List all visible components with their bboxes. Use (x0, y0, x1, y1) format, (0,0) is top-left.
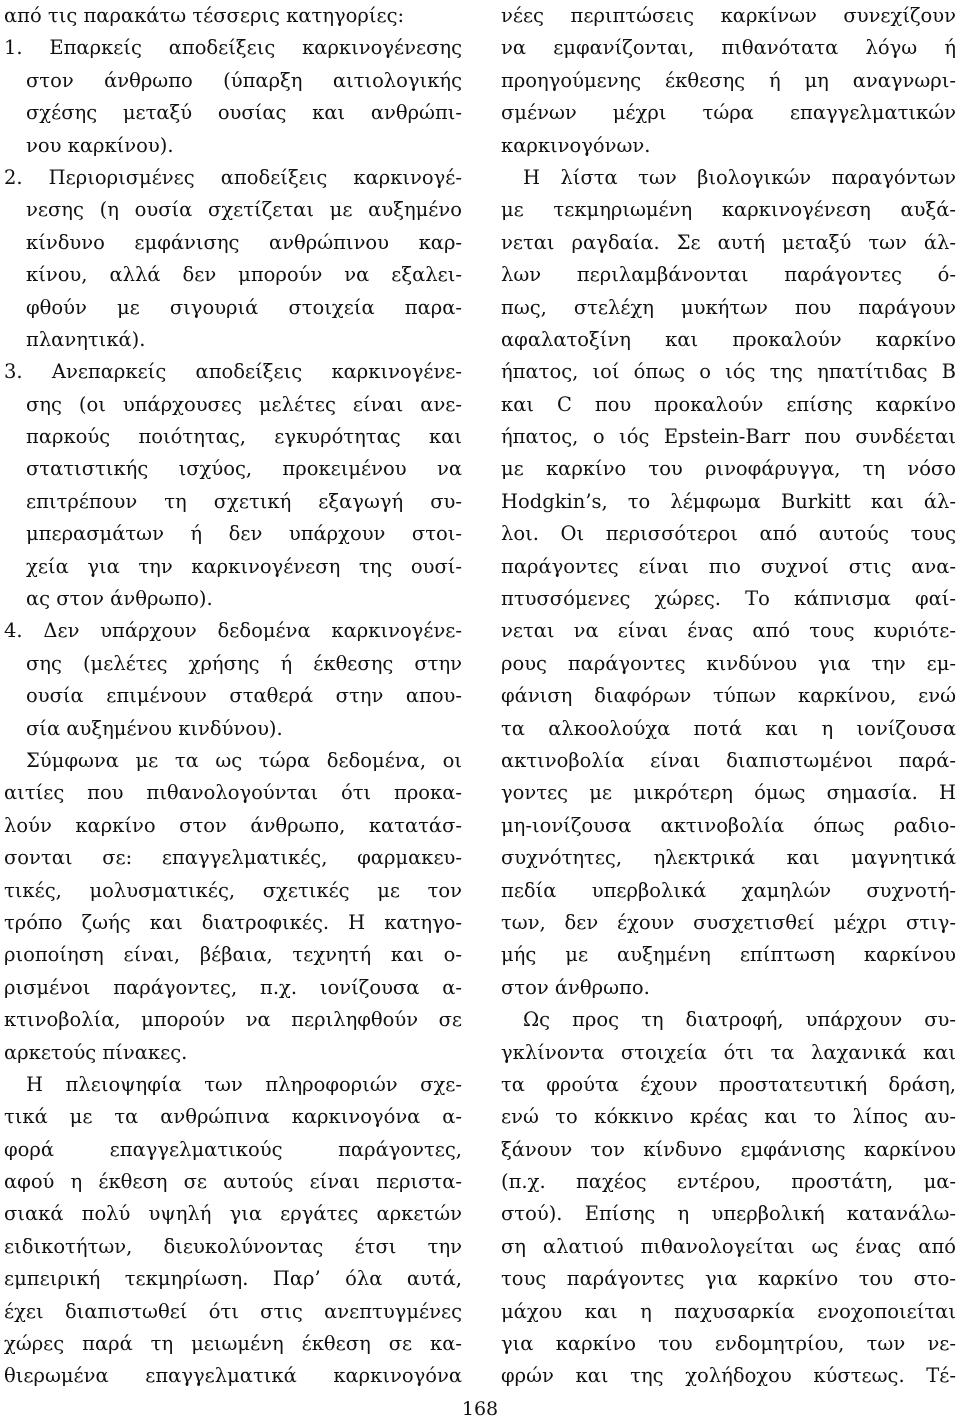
left-text-column (4, 0, 462, 1393)
text-line: ρισμένοι παράγοντες, π.χ. ιονίζουσα α- (4, 975, 462, 999)
text-line: παρκούς ποιότητας, εγκυρότητας και (26, 425, 462, 449)
text-line: μη-ιονίζουσα ακτινοβολία όπως ραδιο- (501, 813, 956, 837)
text-line: με καρκίνο του ρινοφάρυγγα, τη νόσο (501, 457, 956, 481)
text-line: πτυσσόμενες χώρες. Το κάπνισμα φαί- (501, 587, 956, 611)
text-line: να εμφανίζονται, πιθανότατα λόγω ή (501, 36, 956, 60)
text-line: γκλίνοντα στοιχεία ότι τα λαχανικά και (501, 1040, 956, 1064)
text-line: στον άνθρωπο. (501, 975, 650, 999)
text-line: σχέσης μεταξύ ουσίας και ανθρώπι- (26, 101, 462, 125)
text-line: μάχου και η παχυσαρκία ενοχοποιείται (501, 1299, 956, 1323)
text-line: μής με αυξημένη επίπτωση καρκίνου (501, 943, 956, 967)
text-line: Η πλειοψηφία των πληροφοριών σχε- (26, 1072, 462, 1096)
text-line: αφού η έκθεση σε αυτούς είναι περιστα- (4, 1170, 462, 1194)
text-line: λων περιλαμβάνονται παράγοντες ό- (501, 263, 956, 287)
text-line: συχνότητες, ηλεκτρικά και μαγνητικά (501, 846, 956, 870)
text-line: νεται ραγδαία. Σε αυτή μεταξύ των άλ- (501, 230, 956, 254)
text-line: στατιστικής ισχύος, προκειμένου να (26, 457, 462, 481)
text-line: γοντες με μικρότερη όμως σημασία. Η (501, 781, 956, 805)
text-line: τικές, μολυσματικές, σχετικές με τον (4, 878, 462, 902)
text-line: ριοποίηση είναι, βέβαια, τεχνητή και ο- (4, 943, 462, 967)
text-line: ση αλατιού πιθανολογείται ως ένας από (501, 1234, 956, 1258)
text-line: Ως προς τη διατροφή, υπάρχουν συ- (523, 1008, 956, 1032)
text-line: τρόπο ζωής και διατροφικές. Η κατηγο- (4, 910, 462, 934)
text-line: νου καρκίνου). (26, 133, 174, 157)
text-line: φρών και της χολήδοχου κύστεως. Τέ- (501, 1364, 956, 1388)
text-line: σης (μελέτες χρήσης ή έκθεσης στην (26, 651, 462, 675)
text-line: των, δεν έχουν συσχετισθεί μέχρι στιγ- (501, 910, 956, 934)
text-line: φάνιση διαφόρων τύπων καρκίνου, ενώ (501, 684, 956, 708)
text-line: παράγοντες είναι πιο συχνοί στις ανα- (501, 554, 956, 578)
text-line: λούν καρκίνο στον άνθρωπο, κατατάσ- (4, 813, 462, 837)
text-line: ειδικοτήτων, διευκολύνοντας έτσι την (4, 1234, 462, 1258)
text-line: ας στον άνθρωπο). (26, 587, 213, 611)
text-line: 4. Δεν υπάρχουν δεδομένα καρκινογένε- (4, 619, 462, 643)
text-line: σία αυξημένου κινδύνου). (26, 716, 283, 740)
text-line: με τεκμηριωμένη καρκινογένεση αυξά- (501, 198, 956, 222)
text-line: 1. Επαρκείς αποδείξεις καρκινογένεσης (4, 36, 462, 60)
text-line: καρκινογόνων. (501, 133, 651, 157)
text-line: τα αλκοολούχα ποτά και η ιονίζουσα (501, 716, 956, 740)
text-line: προηγούμενης έκθεσης ή μη αναγνωρι- (501, 68, 956, 92)
text-line: λοι. Οι περισσότεροι από αυτούς τους (501, 522, 956, 546)
text-line: αρκετούς πίνακες. (4, 1040, 188, 1064)
text-line: σης (οι υπάρχουσες μελέτες είναι ανε- (26, 392, 462, 416)
text-line: ήπατος, ιοί όπως ο ιός της ηπατίτιδας Β (501, 360, 956, 384)
text-line: επιτρέπουν τη σχετική εξαγωγή συ- (26, 489, 462, 513)
text-line: ήπατος, ο ιός Epstein-Barr που συνδέεται (501, 425, 956, 449)
text-line: ακτινοβολία είναι διαπιστωμένοι παρά- (501, 748, 956, 772)
text-line: πως, στελέχη μυκήτων που παράγουν (501, 295, 956, 319)
text-line: ρους παράγοντες κινδύνου για την εμ- (501, 651, 956, 675)
text-line: για καρκίνο του ενδομητρίου, των νε- (501, 1332, 956, 1356)
text-line: κίνδυνο εμφάνισης ανθρώπινου καρ- (26, 230, 462, 254)
text-line: αιτίες που πιθανολογούνται ότι προκα- (4, 781, 462, 805)
text-line: ενώ το κόκκινο κρέας και το λίπος αυ- (501, 1105, 956, 1129)
text-line: νεσης (η ουσία σχετίζεται με αυξημένο (26, 198, 462, 222)
text-line: μπερασμάτων ή δεν υπάρχουν στοι- (26, 522, 462, 546)
text-line: σιακά πολύ υψηλή για εργάτες αρκετών (4, 1202, 462, 1226)
text-line: 3. Ανεπαρκείς αποδείξεις καρκινογένε- (4, 360, 462, 384)
text-line: θιερωμένα επαγγελματικά καρκινογόνα (4, 1364, 462, 1388)
text-line: Hodgkin’s, το λέμφωμα Burkitt και άλ- (501, 489, 956, 513)
page-number: 168 (461, 1398, 499, 1420)
text-line: τικά με τα ανθρώπινα καρκινογόνα α- (4, 1105, 462, 1129)
text-line: σμένων μέχρι τώρα επαγγελματικών (501, 101, 956, 125)
text-line: τους παράγοντες για καρκίνο του στο- (501, 1267, 956, 1291)
text-line: φορά επαγγελματικούς παράγοντες, (4, 1137, 462, 1161)
text-line: πεδία υπερβολικά χαμηλών συχνοτή- (501, 878, 956, 902)
text-line: και C που προκαλούν επίσης καρκίνο (501, 392, 956, 416)
text-line: 2. Περιορισμένες αποδείξεις καρκινογέ- (4, 165, 462, 189)
text-line: ξάνουν τον κίνδυνο εμφάνισης καρκίνου (501, 1137, 956, 1161)
text-line: κίνου, αλλά δεν μπορούν να εξαλει- (26, 263, 462, 287)
text-line: φθούν με σιγουριά στοιχεία παρα- (26, 295, 462, 319)
text-line: πλανητικά). (26, 327, 146, 351)
text-line: έχει διαπιστωθεί ότι στις ανεπτυγμένες (4, 1299, 462, 1323)
text-line: χώρες παρά τη μειωμένη έκθεση σε κα- (4, 1332, 462, 1356)
text-line: (π.χ. παχέος εντέρου, προστάτη, μα- (501, 1170, 956, 1194)
text-line: από τις παρακάτω τέσσερις κατηγορίες: (4, 4, 405, 27)
text-line: κτινοβολία, μπορούν να περιληφθούν σε (4, 1008, 462, 1032)
text-line: σονται σε: επαγγελματικές, φαρμακευ- (4, 846, 462, 870)
text-line: εμπειρική τεκμηρίωση. Παρ’ όλα αυτά, (4, 1267, 462, 1291)
text-line: Η λίστα των βιολογικών παραγόντων (523, 165, 956, 189)
text-line: νεται να είναι ένας από τους κυριότε- (501, 619, 956, 643)
text-line: Σύμφωνα με τα ως τώρα δεδομένα, οι (26, 748, 462, 772)
text-line: στού). Επίσης η υπερβολική κατανάλω- (501, 1202, 956, 1226)
text-line: ουσία επιμένουν σταθερά στην απου- (26, 684, 462, 708)
text-line: στον άνθρωπο (ύπαρξη αιτιολογικής (26, 68, 462, 92)
text-line: χεία για την καρκινογένεση της ουσί- (26, 554, 462, 578)
right-text-column (501, 0, 956, 1393)
text-line: νέες περιπτώσεις καρκίνων συνεχίζουν (501, 4, 956, 27)
text-line: αφαλατοξίνη και προκαλούν καρκίνο (501, 327, 956, 351)
text-line: τα φρούτα έχουν προστατευτική δράση, (501, 1072, 956, 1096)
